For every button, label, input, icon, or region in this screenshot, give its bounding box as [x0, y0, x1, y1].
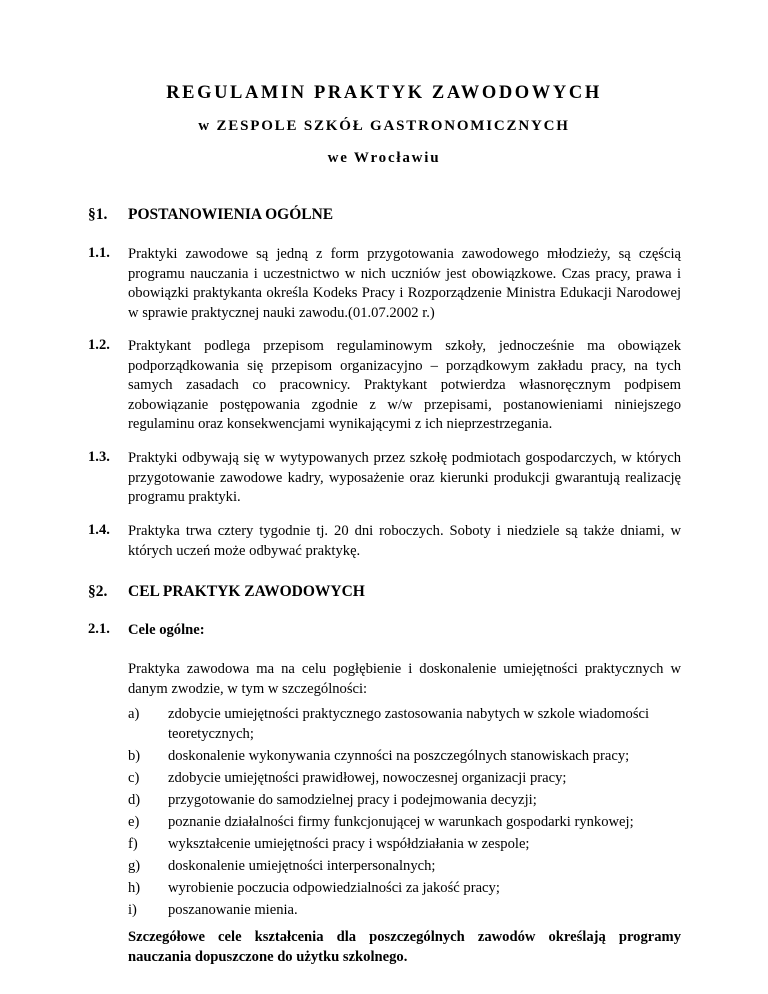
list-letter: i) [128, 902, 137, 919]
paragraph-2-1 [88, 621, 681, 641]
list-letter: e) [128, 813, 140, 830]
paragraph-text: Praktyki zawodowe są jedną z form przygotowania zawodowego młodzieży, są częścią programu nauczania i uczestnictwo w nich uczniów jest obowiązkowe. Czas pracy, prawa i obowiązki praktykanta określa Kodeks Pracy i Rozporządzenie Ministra Edukacji Narodowej w sprawie praktycznej nauki zawodu.(01.07.2002 r.) [128, 246, 681, 321]
paragraph-1-4 [88, 522, 681, 561]
paragraph-1-3 [88, 449, 681, 508]
paragraph-text: Praktykant podlega przepisom regulaminowym szkoły, jednocześnie ma obowiązek podporządkowania się przepisom organizacyjno – porządkowym zakładu pracy, na tych samych zasadach co pracownicy. Praktykant potwierdza własnoręcznym podpisem zobowiązanie postępowania zgodnie z w/w przepisami, postanowieniami niniejszego regulaminu oraz konsekwencjami wynikającymi z ich nieprzestrzegania. [128, 338, 681, 432]
list-text: poszanowanie mienia. [168, 902, 298, 919]
list-item [128, 857, 681, 877]
document-city: we Wrocławiu [327, 150, 441, 166]
list-item [128, 879, 681, 899]
paragraph-number: 1.1. [88, 245, 110, 261]
list-item [128, 791, 681, 811]
document-subtitle: w ZESPOLE SZKÓŁ GASTRONOMICZNYCH [198, 118, 570, 134]
list-item [128, 747, 681, 767]
paragraph-text: Praktyki odbywają się w wytypowanych przez szkołę podmiotach gospodarczych, w których przygotowanie zawodowe kadry, wyposażenie oraz kierunki produkcji gwarantują realizację programu praktyki. [128, 450, 681, 505]
section-1-title: POSTANOWIENIA OGÓLNE [128, 206, 334, 223]
list-text: doskonalenie umiejętności interpersonalnych; [168, 858, 436, 875]
list-text: zdobycie umiejętności praktycznego zastosowania nabytych w szkole wiadomości teoretycznych; [168, 706, 650, 742]
list-text: poznanie działalności firmy funkcjonującej w warunkach gospodarki rynkowej; [168, 813, 634, 830]
paragraph-number: 1.4. [88, 522, 110, 538]
list-letter: d) [128, 791, 141, 808]
section-2-intro: Praktyka zawodowa ma na celu pogłębienie i doskonalenie umiejętności praktycznych w danym zwodzie, w tym w szczególności: [128, 661, 681, 697]
list-item [128, 901, 681, 921]
list-text: wykształcenie umiejętności pracy i współdziałania w zespole; [168, 835, 530, 852]
goals-list [128, 705, 681, 923]
section-2-number: §2. [88, 583, 108, 600]
paragraph-1-2 [88, 337, 681, 435]
list-item [128, 835, 681, 855]
list-letter: f) [128, 835, 138, 852]
paragraph-text: Praktyka trwa cztery tygodnie tj. 20 dni roboczych. Soboty i niedziele są także dniami, w których uczeń może odbywać praktykę. [128, 523, 681, 559]
subsection-title: Cele ogólne: [128, 622, 205, 638]
list-text: zdobycie umiejętności prawidłowej, nowoczesnej organizacji pracy; [168, 769, 567, 786]
section-1-number: §1. [88, 206, 108, 223]
list-text: przygotowanie do samodzielnej pracy i podejmowania decyzji; [168, 791, 537, 808]
list-letter: b) [128, 747, 141, 764]
list-text: wyrobienie poczucia odpowiedzialności za jakość pracy; [168, 880, 500, 897]
list-letter: g) [128, 858, 141, 875]
section-2-title: CEL PRAKTYK ZAWODOWYCH [128, 583, 365, 600]
paragraph-1-1 [88, 245, 681, 323]
paragraph-number: 1.3. [88, 449, 110, 465]
section-2-closing: Szczegółowe cele kształcenia dla poszczególnych zawodów określają programy nauczania dopuszczone do użytku szkolnego. [128, 929, 681, 965]
section-2-heading [88, 583, 365, 601]
list-item [128, 813, 681, 833]
list-item [128, 705, 681, 744]
list-item [128, 769, 681, 789]
list-letter: h) [128, 880, 141, 897]
document-title: REGULAMIN PRAKTYK ZAWODOWYCH [166, 83, 602, 103]
paragraph-number: 1.2. [88, 337, 110, 353]
list-letter: c) [128, 769, 140, 786]
section-1-heading [88, 206, 333, 224]
list-letter: a) [128, 706, 140, 722]
paragraph-number: 2.1. [88, 621, 110, 637]
list-text: doskonalenie wykonywania czynności na poszczególnych stanowiskach pracy; [168, 747, 630, 764]
